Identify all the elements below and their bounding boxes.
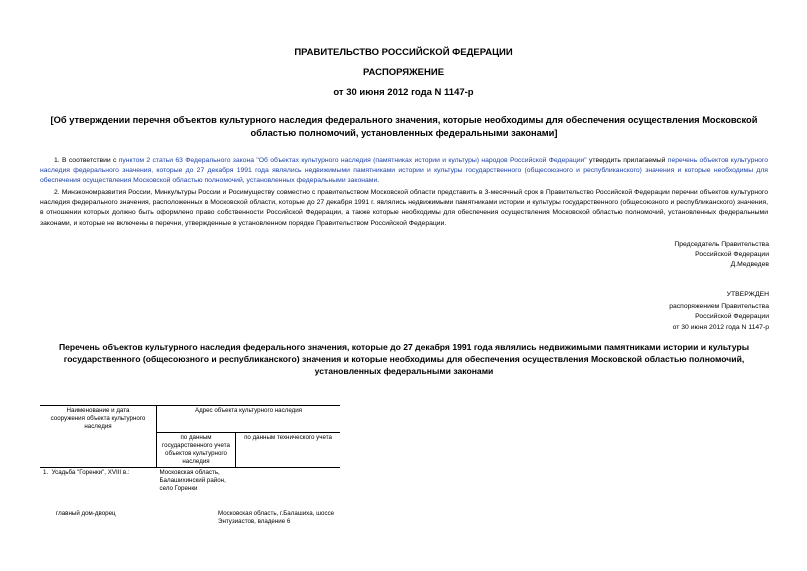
signature-block [674,240,769,271]
document-date-number: от 30 июня 2012 года N 1147-р [333,87,474,98]
col-header-tech-record: по данным технического учета [236,432,341,467]
row-2-name: главный дом-дворец [56,510,116,517]
list-heading: Перечень объектов культурного наследия федерального значения, которые до 27 декабря 1991 года являлись недвижимыми памятниками истории и культуры государственного (общесоюзного и республиканского) значения и которые необходимы для обеспечения осуществления Московской областью полномочий, установленных федеральными законами [58,342,750,376]
col-header-state-record: по данным государственного учета объектов культурного наследия [157,432,236,467]
signature-position-2: Российской Федерации [695,251,769,259]
row-1-name-cell [40,467,157,494]
paragraph-1-mid: утвердить прилагаемый [586,157,668,164]
row-number: 1. [43,468,49,476]
government-header: ПРАВИТЕЛЬСТВО РОССИЙСКОЙ ФЕДЕРАЦИИ [294,47,513,58]
signature-name: Д.Медведев [730,261,769,269]
objects-table [40,405,340,494]
row-1-tech-address [236,467,341,494]
approval-line-1: распоряжением Правительства [669,303,769,311]
header-filler-cell [40,432,157,467]
paragraph-1 [40,156,768,187]
document-title: [Об утверждении перечня объектов культурного наследия федерального значения, которые необходимы для обеспечения осуществления Московской областью полномочий, установленных федеральными законами] [50,115,758,138]
table-row [40,467,340,494]
col-header-name [40,406,157,433]
approved-list-link[interactable]: перечень объектов культурного наследия федерального значения, которые до 27 декабря 1991 года являлись недвижимыми памятниками истории и культуры государственного (общесоюзного и республиканского) значения и которые необходимы для обеспечения осуществления Московской областью полномочий, установленных федеральными законами [40,157,769,185]
col-header-name-line2: сооружения объекта культурного наследия [50,415,146,430]
approval-line-2: Российской Федерации [695,313,769,321]
law-reference-link[interactable]: пунктом 2 статьи 63 Федерального закона "Об объектах культурного наследия (памятниках истории и культуры) народов Российской Федерации" [118,157,587,164]
approval-block [669,290,769,333]
col-header-name-line1: Наименование и дата [66,407,130,414]
paragraph-1-lead: 1. В соответствии с [54,157,119,164]
document-type: РАСПОРЯЖЕНИЕ [362,67,445,78]
row-1-name: Усадьба "Горенки", XVIII в.: [51,468,130,476]
approval-line-3: от 30 июня 2012 года N 1147-р [672,323,769,331]
row-2-tech-address: Московская область, г.Балашиха, шоссе Энтузиастов, владение 6 [218,510,335,525]
signature-position-1: Председатель Правительства [674,241,769,248]
approval-title: УТВЕРЖДЕН [726,291,769,298]
col-header-address: Адрес объекта культурного наследия [157,406,341,433]
paragraph-1-end: . [377,177,380,185]
paragraph-2: 2. Минэкономразвития России, Минкультуры России и Росимуществу совместно с правительством Московской области представить в 3-месячный срок в Правительство Российской Федерации перечни объектов культурного наследия федерального значения, расположенных в Московской области, которые до 27 декабря 1991 г. являлись недвижимыми памятниками истории и культуры государственного (общесоюзного и республиканского) значения, в отношении которых должно быть оформлено право собственности Российской Федерации, а также которые необходимы для обеспечения осуществления Московской областью полномочий, установленных федеральными законами, и которые не включены в перечни, утвержденные в установленном порядке Правительством Российской Федерации. [40,189,768,227]
row-1-state-address: Московская область, Балашихинский район, село Горенки [159,468,226,492]
